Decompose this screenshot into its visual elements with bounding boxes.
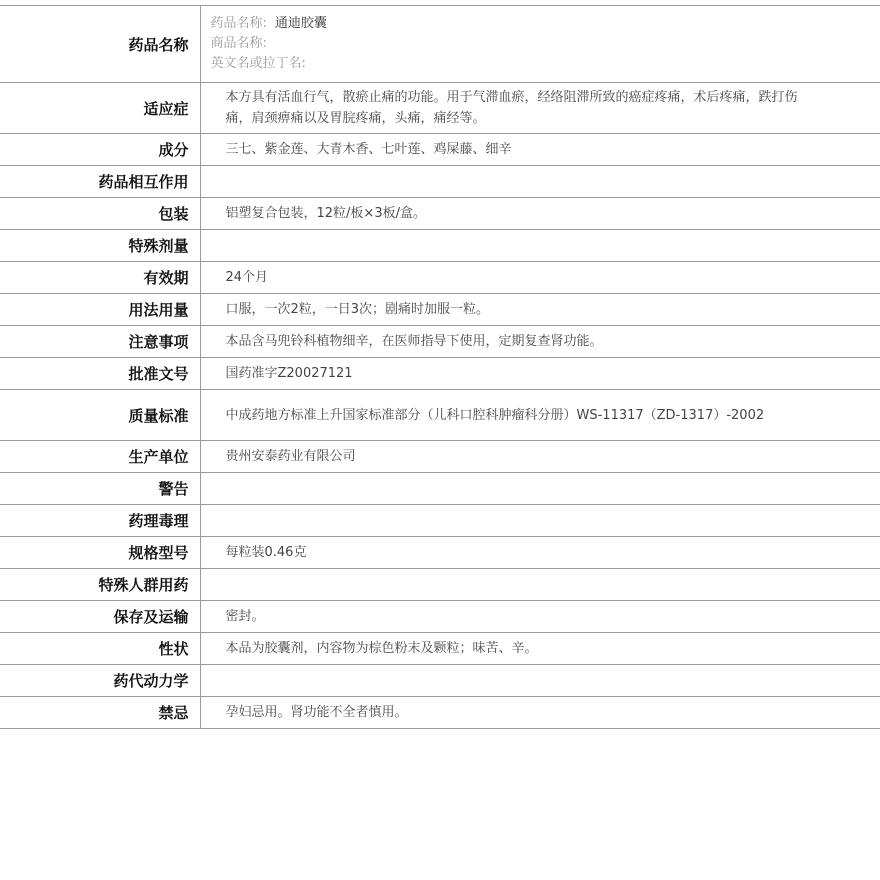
table-row-contraindications <box>0 697 880 729</box>
table-row-shelf-life <box>0 262 880 294</box>
row-value: 24个月 <box>200 262 880 294</box>
row-value: 本品为胶囊剂，内容物为棕色粉末及颗粒；味苦、辛。 <box>200 633 880 665</box>
table-row-specification <box>0 537 880 569</box>
table-row-usage <box>0 294 880 326</box>
latin-name-key: 英文名或拉丁名: <box>210 56 306 71</box>
table-row-quality-standard <box>0 390 880 441</box>
row-label: 禁忌 <box>0 697 200 729</box>
table-row-pharmacology <box>0 505 880 537</box>
row-label: 药品名称 <box>0 6 200 83</box>
table-row-manufacturer <box>0 441 880 473</box>
table-row-interactions <box>0 166 880 198</box>
table-row-special-populations <box>0 569 880 601</box>
row-value <box>200 166 880 198</box>
drug-names-block <box>200 6 880 83</box>
row-value: 三七、紫金莲、大青木香、七叶莲、鸡屎藤、细辛 <box>200 134 880 166</box>
latin-name-line <box>211 54 801 74</box>
row-value: 贵州安泰药业有限公司 <box>200 441 880 473</box>
row-value: 本品含马兜铃科植物细辛，在医师指导下使用，定期复查肾功能。 <box>200 326 880 358</box>
table-row-precautions <box>0 326 880 358</box>
row-label: 保存及运输 <box>0 601 200 633</box>
generic-name-key: 药品名称: <box>210 16 267 31</box>
row-label: 成分 <box>0 134 200 166</box>
row-label: 适应症 <box>0 83 200 134</box>
row-value: 口服，一次2粒，一日3次；剧痛时加服一粒。 <box>200 294 880 326</box>
row-label: 质量标准 <box>0 390 200 441</box>
row-value <box>200 505 880 537</box>
row-label: 特殊人群用药 <box>0 569 200 601</box>
table-row-drug-name <box>0 6 880 83</box>
row-value <box>200 390 880 441</box>
row-label: 警告 <box>0 473 200 505</box>
table-row-indications <box>0 83 880 134</box>
row-label: 批准文号 <box>0 358 200 390</box>
row-label: 包装 <box>0 198 200 230</box>
row-label: 药品相互作用 <box>0 166 200 198</box>
drug-info-sheet <box>0 5 880 729</box>
row-label: 药理毒理 <box>0 505 200 537</box>
row-label: 特殊剂量 <box>0 230 200 262</box>
table-row-warning <box>0 473 880 505</box>
row-label: 药代动力学 <box>0 665 200 697</box>
row-value: 每粒装0.46克 <box>200 537 880 569</box>
row-label: 性状 <box>0 633 200 665</box>
row-value <box>200 83 880 134</box>
row-value: 铝塑复合包装，12粒/板×3板/盒。 <box>200 198 880 230</box>
table-row-special-dosage <box>0 230 880 262</box>
table-row-packaging <box>0 198 880 230</box>
table-row-ingredients <box>0 134 880 166</box>
generic-name-line <box>211 14 801 34</box>
row-value <box>200 665 880 697</box>
indications-text: 本方具有活血行气，散瘀止痛的功能。用于气滞血瘀，经络阻滞所致的癌症疼痛，术后疼痛，跌打伤痛，肩颈痹痛以及胃脘疼痛，头痛，痛经等。 <box>225 90 798 126</box>
row-value: 国药准字Z20027121 <box>200 358 880 390</box>
table-row-description <box>0 633 880 665</box>
table-row-pharmacokinetics <box>0 665 880 697</box>
row-label: 规格型号 <box>0 537 200 569</box>
row-value: 孕妇忌用。肾功能不全者慎用。 <box>200 697 880 729</box>
row-value: 密封。 <box>200 601 880 633</box>
row-label: 用法用量 <box>0 294 200 326</box>
row-value <box>200 230 880 262</box>
trade-name-key: 商品名称: <box>210 36 267 51</box>
drug-info-table <box>0 5 880 729</box>
row-value <box>200 473 880 505</box>
generic-name-value: 通迪胶囊 <box>274 16 327 31</box>
trade-name-line <box>211 34 801 54</box>
table-row-approval-number <box>0 358 880 390</box>
row-value <box>200 569 880 601</box>
table-row-storage <box>0 601 880 633</box>
quality-standard-text: 中成药地方标准上升国家标准部分（儿科口腔科肿瘤科分册）WS-11317（ZD-1317）-2002 <box>225 407 765 423</box>
row-label: 注意事项 <box>0 326 200 358</box>
row-label: 生产单位 <box>0 441 200 473</box>
row-label: 有效期 <box>0 262 200 294</box>
